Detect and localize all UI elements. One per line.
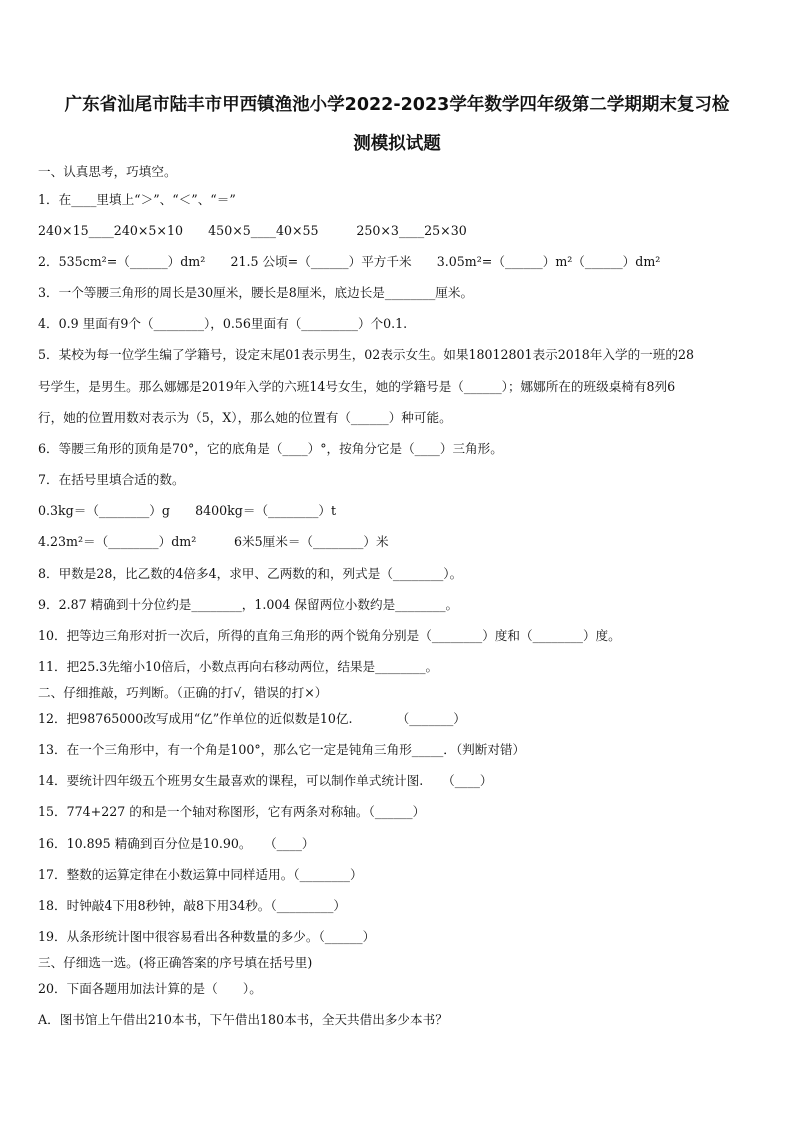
question-17: 17．整数的运算定律在小数运算中同样适用。（________） [38,867,363,882]
question-2: 2．535cm²=（______）dm² 21.5 公顷=（______）平方千米 3.05m²=（______）m²（______）dm² [38,254,661,269]
question-15: 15．774+227 的和是一个轴对称图形，它有两条对称轴。（______） [38,804,426,819]
question-5-line3: 行，她的位置用数对表示为（5，X），那么她的位置有（______）种可能。 [38,410,452,425]
section-judge-heading: 二、仔细推敲，巧判断。（正确的打√，错误的打×） [38,685,328,700]
question-11: 11．把25.3先缩小10倍后，小数点再向右移动两位，结果是________。 [38,659,439,674]
question-10: 10．把等边三角形对折一次后，所得的直角三角形的两个锐角分别是（________）度和（________）度。 [38,628,621,643]
question-1: 1．在____里填上“＞”、“＜”、“＝” [38,192,236,207]
question-18: 18．时钟敲4下用8秒钟，敲8下用34秒。（_________） [38,898,346,913]
question-14: 14．要统计四年级五个班男女生最喜欢的课程，可以制作单式统计图. （____） [38,773,493,788]
question-7: 7．在括号里填合适的数。 [38,472,185,487]
question-3: 3．一个等腰三角形的周长是30厘米，腰长是8厘米，底边长是________厘米。 [38,285,474,300]
question-8: 8．甲数是28，比乙数的4倍多4，求甲、乙两数的和，列式是（________）。 [38,566,463,581]
section-choose-heading: 三、仔细选一选。(将正确答案的序号填在括号里) [38,955,313,970]
question-16: 16．10.895 精确到百分位是10.90。 （____） [38,836,315,851]
question-6: 6．等腰三角形的顶角是70°，它的底角是（____）°，按角分它是（____）三角形。 [38,441,503,456]
question-9: 9．2.87 精确到十分位约是________，1.004 保留两位小数约是________。 [38,597,459,612]
question-1-items: 240×15____240×5×10 450×5____40×55 250×3____25×30 [38,223,467,238]
page-title-line2: 测模拟试题 [353,134,441,154]
question-20-option-a: A．图书馆上午借出210本书，下午借出180本书，全天共借出多少本书？ [38,1012,448,1027]
question-4: 4．0.9 里面有9个（________），0.56里面有（_________）个0.1. [38,316,408,331]
question-19: 19．从条形统计图中很容易看出各种数量的多少。（______） [38,929,376,944]
section-fill-in-heading: 一、认真思考，巧填空。 [38,164,177,179]
question-13: 13．在一个三角形中，有一个角是100°，那么它一定是钝角三角形_____．（判断对错） [38,742,526,757]
page-title-line1: 广东省汕尾市陆丰市甲西镇渔池小学2022-2023学年数学四年级第二学期期末复习检 [64,95,730,115]
question-20: 20．下面各题用加法计算的是（ ）。 [38,981,262,996]
question-7-row2: 4.23m²＝（________）dm² 6米5厘米＝（________）米 [38,534,389,549]
question-5-line1: 5．某校为每一位学生编了学籍号，设定末尾01表示男生，02表示女生。如果18012801表示2018年入学的一班的28 [38,347,694,362]
question-7-row1: 0.3kg＝（________）g 8400kg＝（________）t [38,503,337,518]
question-12: 12．把98765000改写成用“亿”作单位的近似数是10亿. （_______） [38,711,466,726]
question-5-line2: 号学生，是男生。那么娜娜是2019年入学的六班14号女生，她的学籍号是（______）；娜娜所在的班级桌椅有8列6 [38,379,676,394]
